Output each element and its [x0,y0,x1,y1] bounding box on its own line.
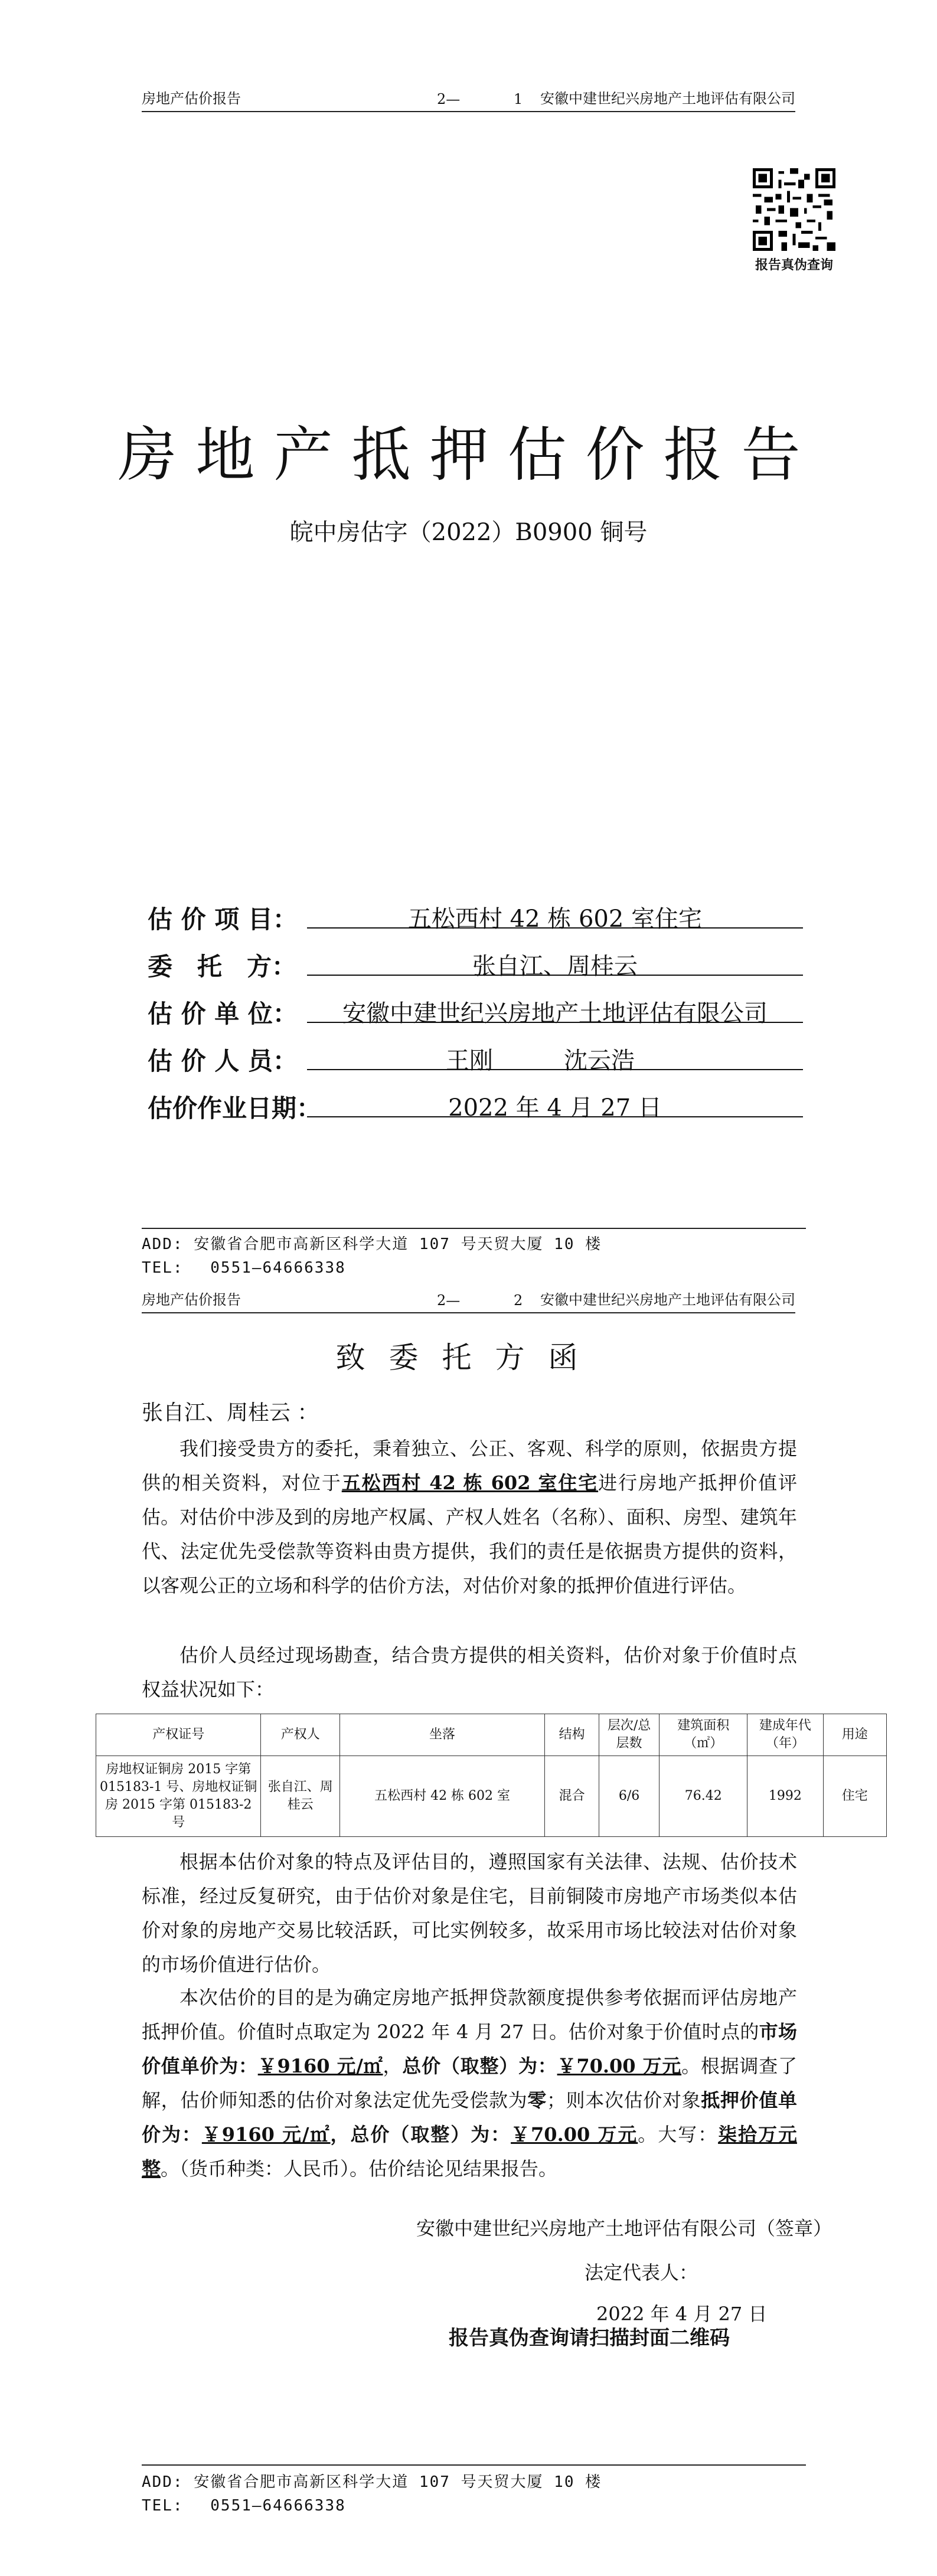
client-value: 张自江、周桂云 [472,953,638,980]
letter-title: 致委托方函 [335,1341,602,1375]
underline [307,1116,803,1117]
property-address: 五松西村 42 栋 602 室住宅 [341,1472,599,1494]
p4-text: 。根据调查了解，估价师知悉的估价对象法定优先受偿款为 [142,2055,797,2111]
cell-cert-no: 房地权证铜房 2015 字第 015183-1 号、房地权证铜房 2015 字第 015183-2 号 [96,1756,261,1837]
paragraph-4 [142,1980,797,2186]
underline [307,1022,803,1023]
market-total-label: 总价（取整）为： [402,2055,557,2077]
cell-use: 住宅 [823,1756,886,1837]
header-left: 房地产估价报告 [142,90,241,107]
verify-note: 报告真伪查询请扫描封面二维码 [449,2326,730,2350]
market-unit-price: ￥9160 元/㎡ [257,2055,383,2077]
paragraph-2: 估价人员经过现场勘查，结合贵方提供的相关资料，估价对象于价值时点权益状况如下： [142,1644,797,1701]
cell-owner: 张自江、周桂云 [261,1756,339,1837]
header-page-prefix: 2— [437,1292,461,1309]
header-right: 安徽中建世纪兴房地产土地评估有限公司 [540,1292,795,1308]
cover-page [0,0,937,1284]
p4-sep: ， [330,2123,351,2146]
table-row [96,1756,887,1837]
cell-year: 1992 [747,1756,823,1837]
footer-phone: TEL: 0551—64666338 [142,2497,346,2515]
header-left: 房地产估价报告 [142,1292,241,1308]
qr-code-icon[interactable] [753,168,835,251]
paragraph-3: 根据本估价对象的特点及评估目的，遵照国家有关法律、法规、估价技术标准，经过反复研究，由于估价对象是住宅，目前铜陵市房地产市场类似本估价对象的房地产交易比较活跃，可比实例较多，故采用市场比较法对估价对象的市场价值进行估价。 [142,1851,797,1976]
priority-amount: 零 [527,2089,547,2111]
footer-address: ADD: 安徽省合肥市高新区科学大道 107 号天贸大厦 10 楼 [142,1235,602,1253]
page-header [142,90,795,112]
cell-location: 五松西村 42 栋 602 室 [339,1756,544,1837]
cover-info-block [148,894,803,1130]
qr-caption: 报告真伪查询 [755,257,833,273]
date-label: 估价作业日期： [148,1094,322,1123]
project-row [148,894,803,942]
letter-date: 2022 年 4 月 27 日 [596,2303,768,2325]
col-header: 产权证号 [96,1714,261,1756]
col-header: 层次/总层数 [599,1714,659,1756]
col-header: 产权人 [261,1714,339,1756]
p4-text: 本次估价的目的是为确定房地产抵押贷款额度提供参考依据而评估房地产抵押价值。价值时点取定为 2022 年 4 月 27 日。估价对象于价值时点的 [142,1986,797,2043]
letter-greeting: 张自江、周桂云 ： [142,1401,319,1425]
cell-area: 76.42 [660,1756,747,1837]
document-number: 皖中房估字（2022）B0900 铜号 [289,519,648,546]
mortgage-total-price: ￥70.00 万元 [511,2123,638,2146]
cell-structure: 混合 [545,1756,599,1837]
project-value: 五松西村 42 栋 602 室住宅 [407,905,703,933]
market-unit-label: 市场价值单价为： [142,2021,797,2077]
header-page-number: 2 [514,1292,523,1309]
mortgage-total-label: 总价（取整）为： [350,2123,511,2146]
footer-divider [142,2464,806,2466]
report-title: 房地产抵押估价报告 [117,420,820,489]
col-header: 建成年代（年） [747,1714,823,1756]
unit-row [148,989,803,1036]
client-row [148,942,803,989]
footer-phone: TEL: 0551—64666338 [142,1259,346,1277]
amount-in-words: 柒拾万元整 [142,2123,797,2180]
client-label: 委 托 方： [148,952,297,981]
footer-divider [142,1228,806,1229]
date-value: 2022 年 4 月 27 日 [448,1094,662,1122]
col-header: 结构 [545,1714,599,1756]
mortgage-unit-price: ￥9160 元/㎡ [201,2123,331,2146]
col-header: 建筑面积（㎡） [660,1714,747,1756]
header-page-prefix: 2— [437,91,461,107]
letter-page [0,1284,937,2576]
project-label: 估 价 项 目： [148,905,298,934]
staff-label: 估 价 人 员： [148,1047,298,1075]
staff-name-1: 王刚 [446,1047,493,1074]
market-total-price: ￥70.00 万元 [557,2055,682,2077]
page-footer [142,1233,602,1280]
paragraph-1 [142,1431,797,1603]
page-footer [142,2470,602,2518]
p4-text: 。（货币种类：人民币）。估价结论见结果报告。 [161,2157,558,2180]
unit-value: 安徽中建世纪兴房地产土地评估有限公司 [342,1000,768,1027]
footer-address: ADD: 安徽省合肥市高新区科学大道 107 号天贸大厦 10 楼 [142,2473,602,2491]
header-right: 安徽中建世纪兴房地产土地评估有限公司 [540,90,795,107]
underline [307,927,803,929]
p1-text-cont: 进行房地产抵押价值评估。对估价中涉及到的房地产权属、产权人姓名（名称）、面积、房型、建筑年代、法定优先受偿款等资料由贵方提供，我们的责任是依据贵方提供的资料，以客观公正的立场和科学的估价方法，对估价对象的抵押价值进行评估。 [142,1472,797,1597]
p4-sep: ， [383,2055,403,2077]
page-header [142,1291,795,1313]
header-page-number: 1 [514,91,523,107]
mortgage-unit-label: 抵押价值单价为： [142,2089,797,2146]
company-signature: 安徽中建世纪兴房地产土地评估有限公司（签章） [416,2217,832,2240]
unit-label: 估 价 单 位： [148,999,298,1028]
date-row [148,1083,803,1130]
underline [307,975,803,976]
cell-floor: 6/6 [599,1756,659,1837]
table-header-row [96,1714,887,1756]
p1-text: 我们接受贵方的委托，秉着独立、公正、客观、科学的原则，依据贵方提供的相关资料，对位于 [142,1437,797,1494]
col-header: 用途 [823,1714,886,1756]
p4-text: ；则本次估价对象 [546,2089,701,2111]
staff-name-2: 沈云浩 [564,1047,635,1074]
legal-representative: 法定代表人： [585,2261,698,2284]
property-table [96,1714,887,1837]
underline [307,1069,803,1070]
staff-row [148,1036,803,1083]
col-header: 坐落 [339,1714,544,1756]
p4-text: 。大写： [638,2123,719,2146]
